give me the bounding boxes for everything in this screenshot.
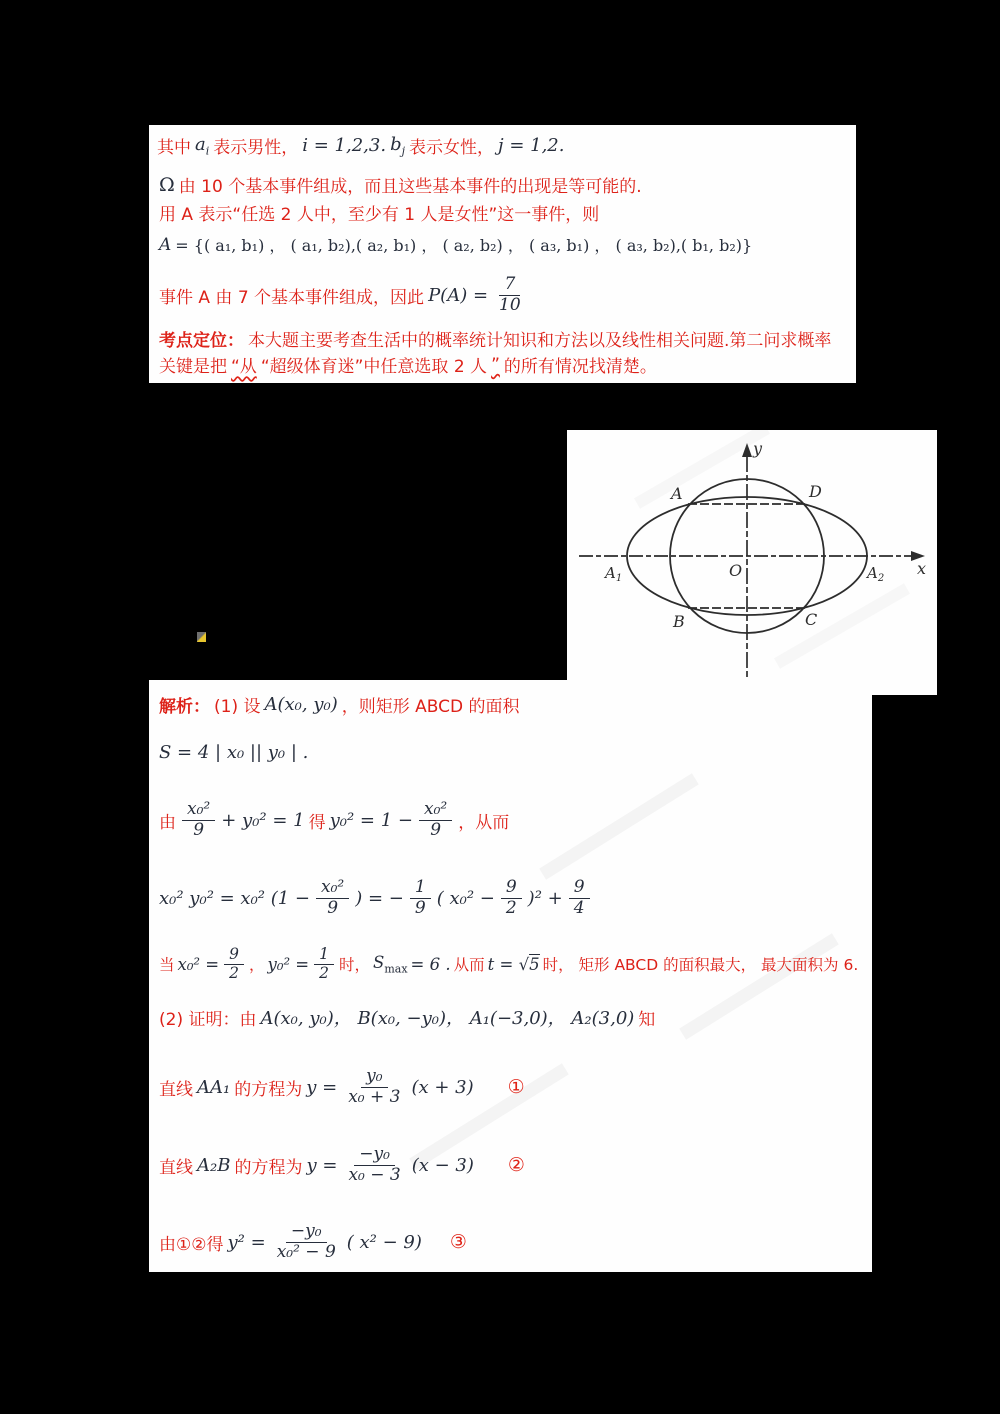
math-line-event-set [159, 233, 752, 256]
math-expr: x₀² y₀² = x₀² (1 − [159, 887, 311, 909]
math-var: AA₁ [197, 1076, 231, 1098]
vertex-A2-label: $A_2$ [867, 564, 885, 584]
cn-text: 用 A 表示“任选 2 人中，至少有 1 人是女性”这一事件，则 [159, 205, 600, 225]
math-line-equation-2 [159, 1138, 525, 1192]
cn-text: 由 10 个基本事件组成，而且这些基本事件的出现是等可能的. [178, 177, 642, 197]
cn-text: 由①②得 [159, 1234, 224, 1255]
math-expr: + y₀² = 1 [221, 809, 305, 831]
cn-text: 知 [638, 1009, 656, 1030]
cn-text: 的方程为 [234, 1079, 303, 1100]
cn-text: 的方程为 [234, 1157, 303, 1178]
text-line-setup [159, 692, 520, 717]
math-expr: y = [306, 1076, 338, 1098]
cn-text: 关键是把 [159, 357, 227, 377]
fraction: $\frac{\text{x₀²}}{9}$ [316, 878, 349, 917]
math-line-area [159, 742, 308, 763]
fraction: $\frac{7}{10}$ [499, 274, 521, 315]
cn-text: ，则矩形 ABCD 的面积 [341, 697, 520, 717]
fraction: $\frac{1}{2}$ [314, 946, 334, 982]
math-line-ellipse-sub [159, 792, 509, 848]
math-expr: (x − 3) [411, 1154, 474, 1176]
cn-text: 直线 [159, 1157, 193, 1178]
cn-text: ，从而 [458, 812, 510, 833]
math-expr: )² + [527, 887, 563, 909]
vertex-A1-label: $A_1$ [605, 564, 623, 584]
probability-solution-panel [149, 125, 856, 383]
cn-text: “超级体育迷”中任意选取 2 人 [260, 357, 488, 377]
cn-text: 直线 [159, 1079, 193, 1100]
cn-text: 得 [308, 812, 326, 833]
math-expr: S = 4 | x₀ || y₀ | . [159, 742, 309, 763]
math-expr: ) = − [355, 887, 404, 909]
cn-text: (2) 证明：由 [159, 1009, 257, 1030]
math-line-maximum [159, 938, 858, 990]
math-sqrt: t = √5 [487, 954, 540, 974]
cn-text-wavy: “从 [231, 357, 257, 377]
math-expr: ( x₀² − [436, 887, 495, 909]
math-var: A₂B [197, 1154, 231, 1176]
cn-text: 本大题主要考查生活中的概率统计知识和方法以及线性相关问题.第二问求概率 [248, 331, 832, 351]
point-D-label: D [809, 482, 822, 501]
section-label: 考点定位： [159, 331, 244, 351]
watermark [539, 773, 699, 879]
ellipse-circle-figure [567, 430, 937, 695]
point-A-label: A [671, 484, 683, 503]
cn-text: 时， 矩形 ABCD 的面积最大， 最大面积为 6. [542, 956, 859, 974]
y-axis-label: y [753, 439, 763, 458]
math-expr: P(A) = [428, 284, 489, 306]
math-expr: x₀² = [177, 954, 220, 974]
cn-text: 的所有情况找清楚。 [503, 357, 657, 377]
math-expr: i = 1,2,3. [302, 135, 387, 156]
fraction: $\frac{\text{x₀²}}{9}$ [182, 800, 215, 839]
text-line-proof-setup [159, 1004, 655, 1030]
math-var: $S_{max}$ [373, 952, 408, 976]
math-expr: j = 1,2. [498, 135, 565, 156]
math-expr: y₀² = [267, 954, 310, 974]
equation-number-2: ② [507, 1154, 525, 1176]
fraction: $\frac{\text{x₀²}}{9}$ [419, 800, 452, 839]
math-expr: y = [306, 1154, 338, 1176]
math-expr: = 6 . [410, 954, 451, 974]
point-B-label: B [673, 612, 685, 631]
text-line-omega [159, 172, 642, 197]
math-expr: ( x² − 9) [346, 1231, 422, 1253]
cn-text: 表示女性， [409, 138, 495, 158]
math-line-equation-1 [159, 1060, 525, 1114]
math-var: $b_j$ [390, 133, 406, 158]
math-expr: (x + 3) [411, 1076, 474, 1098]
text-line-examnote-2 [159, 352, 657, 377]
origin-label: O [729, 561, 743, 580]
math-expr: A(x₀, y₀) [264, 694, 338, 715]
equation-number-3: ③ [449, 1231, 467, 1253]
fraction: $\frac{9}{4}$ [569, 878, 590, 917]
math-line-equation-3 [159, 1214, 467, 1270]
cn-text-wavy: ” [491, 354, 500, 375]
cn-text: 时， [339, 956, 371, 974]
x-axis-label: x [917, 559, 927, 578]
fraction: $\frac{9}{2}$ [224, 946, 244, 982]
scan-artifact-dot [197, 632, 206, 642]
math-expr: y² = [227, 1231, 266, 1253]
cn-text: 其中 [157, 138, 191, 158]
fraction: $\frac{\text{−y₀}}{\text{x₀ − 3}}$ [348, 1144, 401, 1185]
point-C-label: C [805, 610, 818, 629]
text-line-examnote-1 [159, 326, 831, 351]
fraction: $\frac{9}{2}$ [501, 878, 522, 917]
figure-panel [567, 430, 937, 695]
watermark [774, 583, 910, 668]
text-line-event-a [159, 200, 599, 225]
omega-symbol: Ω [159, 173, 175, 196]
cn-text: 由 [159, 812, 176, 833]
section-label: 解析： [159, 697, 210, 717]
math-expr: y₀² = 1 − [329, 809, 413, 831]
text-line-notation [157, 133, 565, 158]
math-expr: A(x₀, y₀)， B(x₀, −y₀)， A₁(−3,0)， A₂(3,0) [260, 1008, 635, 1029]
math-line-quadratic [159, 872, 592, 924]
math-var: $a_i$ [195, 133, 210, 158]
cn-text: 从而 [453, 956, 485, 974]
cn-text: 事件 A 由 7 个基本事件组成，因此 [159, 287, 425, 308]
cn-text: 当 [159, 956, 175, 974]
cn-text: 表示男性， [213, 138, 299, 158]
geometry-solution-panel [149, 680, 872, 1272]
equation-number-1: ① [507, 1076, 525, 1098]
fraction: $\frac{1}{9}$ [410, 878, 431, 917]
math-expr: = {( a₁, b₁) ， ( a₁, b₂),( a₂, b₁) ， ( a₂, b₂) ， ( a₃, b₁) ， ( a₃, b₂),( b₁, b₂)} [175, 236, 753, 255]
cn-text: (1) 设 [214, 697, 261, 717]
math-line-probability [159, 271, 528, 319]
fraction: $\frac{\text{y₀}}{\text{x₀ + 3}}$ [348, 1066, 401, 1107]
fraction: $\frac{\text{−y₀}}{\text{x₀² − 9}}$ [276, 1221, 336, 1262]
math-var: A [159, 234, 172, 255]
cn-text: ， [249, 956, 265, 974]
